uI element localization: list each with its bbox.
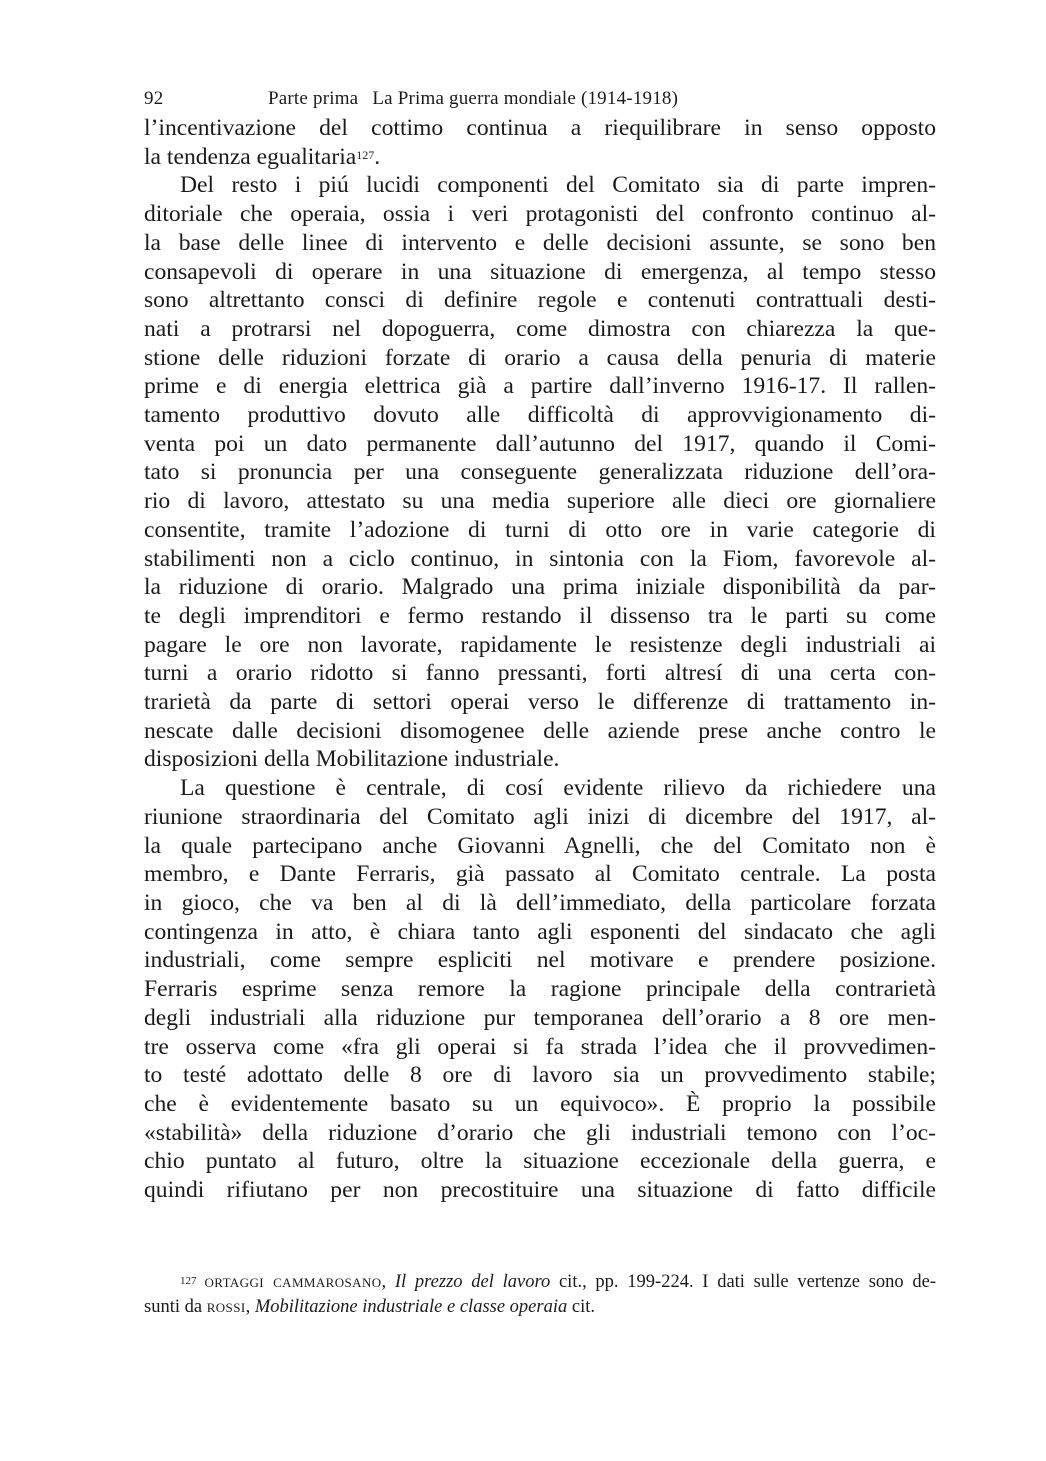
text-line: nescate dalle decisioni disomogenee delle aziende prese anche contro le [144, 717, 936, 744]
footnote-work-title: Il prezzo del lavoro [394, 1272, 551, 1292]
text-line: sono altrettanto consci di definire regole e contenuti contrattuali desti- [144, 287, 936, 314]
body-text [144, 114, 936, 1205]
page-number: 92 [144, 88, 164, 109]
text-line: turni a orario ridotto si fanno pressanti, forti altresí di una certa con- [144, 660, 936, 687]
text-line: stione delle riduzioni forzate di orario a causa della penuria di materie [144, 344, 936, 371]
footnote-author: ortaggi cammarosano [204, 1272, 382, 1292]
footnote-work-title: Mobilitazione industriale e classe operaia [254, 1297, 568, 1317]
text-line: tato si pronuncia per una conseguente generalizzata riduzione dell’ora- [144, 459, 936, 486]
part-label: Parte prima [268, 88, 359, 109]
text-line: to testé adottato delle 8 ore di lavoro sia un provvedimento stabile; [144, 1062, 936, 1089]
text-line: tamento produttivo dovuto alle difficoltà di approvvigionamento di- [144, 402, 936, 429]
paragraph [144, 171, 936, 774]
text-line: riunione straordinaria del Comitato agli inizi di dicembre del 1917, al- [144, 803, 936, 830]
paragraph [144, 114, 936, 171]
text-line: l’incentivazione del cottimo continua a riequilibrare in senso opposto [144, 115, 936, 141]
text-line: la riduzione di orario. Malgrado una prima iniziale disponibilità da par- [144, 574, 936, 601]
text-line: la quale partecipano anche Giovanni Agnelli, che del Comitato non è [144, 832, 936, 859]
punctuation: . [374, 143, 381, 170]
text-line: la tendenza egualitaria$^{127}$. [144, 143, 381, 170]
text-line: la base delle linee di intervento e delle decisioni assunte, se sono ben [144, 229, 936, 256]
chapter-title: La Prima guerra mondiale (1914-1918) [372, 88, 679, 109]
text-line: contingenza in atto, è chiara tanto agli esponenti del sindacato che agli [144, 918, 936, 945]
text-line: prime e di energia elettrica già a partire dall’inverno 1916-17. Il rallen- [144, 373, 936, 400]
text-line: stabilimenti non a ciclo continuo, in sintonia con la Fiom, favorevole al- [144, 545, 936, 572]
page [144, 84, 936, 1205]
text-line: tre osserva come «fra gli operai si fa strada l’idea che il provvedimen- [144, 1033, 936, 1060]
footnote-line: sunti da rossi, Mobilitazione industriale e classe operaia cit. [144, 1297, 595, 1317]
footnote-reference[interactable]: 127 [356, 147, 375, 162]
footnote-author: rossi [206, 1297, 246, 1317]
text-line: membro, e Dante Ferraris, già passato al Comitato centrale. La posta [144, 861, 936, 888]
text-line: te degli imprenditori e fermo restando il dissenso tra le parti su come [144, 602, 936, 629]
text-line: quindi rifiutano per non precostituire una situazione di fatto difficile [144, 1177, 936, 1204]
footnote-number: 127 [180, 1275, 197, 1287]
footnotes [144, 1270, 936, 1320]
text-line: ditoriale che operaia, ossia i veri protagonisti del confronto continuo al- [144, 201, 936, 228]
text-line: chio puntato al futuro, oltre la situazione eccezionale della guerra, e [144, 1148, 936, 1175]
text-line: La questione è centrale, di cosí evidente rilievo da richiedere una [180, 775, 936, 802]
text-line: industriali, come sempre espliciti nel motivare e prendere posizione. [144, 947, 936, 974]
text-line: trarietà da parte di settori operai verso le differenze di trattamento in- [144, 689, 936, 716]
text-line: disposizioni della Mobilitazione industriale. [144, 746, 560, 773]
text-line: consapevoli di operare in una situazione di emergenza, al tempo stesso [144, 258, 936, 285]
running-head [144, 84, 936, 114]
text-line: Ferraris esprime senza remore la ragione principale della contrarietà [144, 976, 936, 1003]
text-line: pagare le ore non lavorate, rapidamente le resistenze degli industriali ai [144, 631, 936, 658]
footnote-line: $^{127}$ ortaggi cammarosano, Il prezzo del lavoro cit., pp. 199-224. I dati sulle vertenze sono de- [180, 1272, 937, 1292]
text-line: nati a protrarsi nel dopoguerra, come dimostra con chiarezza la que- [144, 315, 936, 342]
text-line: in gioco, che va ben al di là dell’immediato, della particolare forzata [144, 889, 936, 916]
text-line: consentite, tramite l’adozione di turni di otto ore in varie categorie di [144, 516, 936, 543]
paragraph [144, 774, 936, 1205]
text-line: rio di lavoro, attestato su una media superiore alle dieci ore giornaliere [144, 488, 936, 515]
text-line: degli industriali alla riduzione pur temporanea dell’orario a 8 ore men- [144, 1004, 936, 1031]
text-line: Del resto i piú lucidi componenti del Comitato sia di parte impren- [180, 172, 936, 199]
text-line: «stabilità» della riduzione d’orario che gli industriali temono con l’oc- [144, 1119, 936, 1146]
text-line: che è evidentemente basato su un equivoco». È proprio la possibile [144, 1090, 936, 1117]
text-line: venta poi un dato permanente dall’autunno del 1917, quando il Comi- [144, 430, 936, 457]
